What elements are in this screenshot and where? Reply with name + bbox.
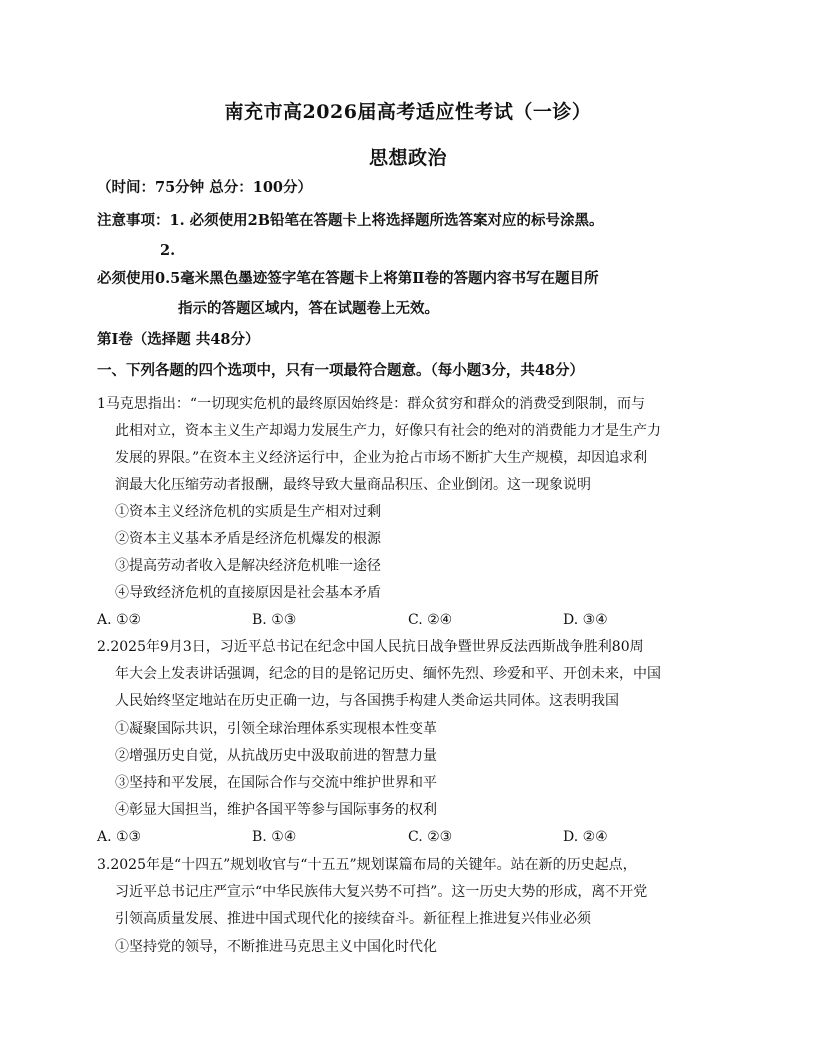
question-stem-line: 习近平总书记庄严宣示“中华民族伟大复兴势不可挡”。这一历史大势的形成，离不开党 bbox=[115, 884, 648, 900]
question-stem-line: 2.2025年9月3日，习近平总书记在纪念中国人民抗日战争暨世界反法西斯战争胜利80周 bbox=[97, 639, 644, 655]
notes-line-2a: 必须使用0.5毫米黑色墨迹签字笔在答题卡上将第Ⅱ卷的答题内容书写在题目所 bbox=[97, 270, 599, 287]
answer-option-d: D. ③④ bbox=[563, 612, 608, 628]
subject-title: 思想政治 bbox=[368, 147, 447, 169]
statement-item: ①资本主义经济危机的实质是生产相对过剩 bbox=[115, 504, 381, 520]
question-stem-line: 润最大化压缩劳动者报酬，最终导致大量商品积压、企业倒闭。这一现象说明 bbox=[115, 477, 591, 493]
answer-option-a: A. ①② bbox=[97, 612, 142, 628]
question-stem-line: 1马克思指出：“一切现实危机的最终原因始终是：群众贫穷和群众的消费受到限制，而与 bbox=[97, 396, 646, 412]
question-stem-line: 人民始终坚定地站在历史正确一边，与各国携手构建人类命运共同体。这表明我国 bbox=[115, 693, 619, 709]
answer-option-c: C. ②③ bbox=[408, 829, 453, 845]
notes-number-2: 2. bbox=[160, 242, 176, 259]
statement-item: ④彰显大国担当，维护各国平等参与国际事务的权利 bbox=[115, 802, 437, 818]
answer-option-c: C. ②④ bbox=[408, 612, 453, 628]
question-stem-line: 引领高质量发展、推进中国式现代化的接续奋斗。新征程上推进复兴伟业必须 bbox=[115, 911, 591, 927]
question-stem-line: 3.2025年是“十四五”规划收官与“十五五”规划谋篇布局的关键年。站在新的历史起点， bbox=[97, 857, 637, 873]
question-stem-line: 发展的界限。”在资本主义经济运行中，企业为抢占市场不断扩大生产规模，却因追求利 bbox=[115, 450, 648, 466]
answer-option-b: B. ①④ bbox=[252, 829, 297, 845]
statement-item: ①坚持党的领导，不断推进马克思主义中国化时代化 bbox=[115, 939, 437, 955]
answer-option-b: B. ①③ bbox=[252, 612, 297, 628]
exam-info: （时间：75分钟 总分：100分） bbox=[97, 179, 312, 196]
volume-heading: 第Ⅰ卷（选择题 共48分） bbox=[97, 331, 260, 348]
answer-option-a: A. ①③ bbox=[97, 829, 142, 845]
statement-item: ①凝聚国际共识，引领全球治理体系实现根本性变革 bbox=[115, 721, 437, 737]
statement-item: ②资本主义基本矛盾是经济危机爆发的根源 bbox=[115, 531, 381, 547]
exam-title: 南充市高2026届高考适应性考试（一诊） bbox=[224, 101, 592, 123]
notes-line-1: 注意事项：1. 必须使用2B铅笔在答题卡上将选择题所选答案对应的标号涂黑。 bbox=[97, 212, 604, 229]
statement-item: ③坚持和平发展，在国际合作与交流中维护世界和平 bbox=[115, 775, 437, 791]
notes-line-2b: 指示的答题区域内，答在试题卷上无效。 bbox=[178, 300, 439, 317]
question-stem-line: 年大会上发表讲话强调，纪念的目的是铭记历史、缅怀先烈、珍爱和平、开创未来，中国 bbox=[115, 666, 661, 682]
statement-item: ④导致经济危机的直接原因是社会基本矛盾 bbox=[115, 585, 381, 601]
question-stem-line: 此相对立，资本主义生产却竭力发展生产力，好像只有社会的绝对的消费能力才是生产力 bbox=[115, 423, 661, 439]
statement-item: ②增强历史自觉，从抗战历史中汲取前进的智慧力量 bbox=[115, 748, 437, 764]
part-heading: 一、下列各题的四个选项中，只有一项最符合题意。（每小题3分，共48分） bbox=[97, 362, 585, 379]
answer-option-d: D. ②④ bbox=[563, 829, 608, 845]
statement-item: ③提高劳动者收入是解决经济危机唯一途径 bbox=[115, 558, 381, 574]
